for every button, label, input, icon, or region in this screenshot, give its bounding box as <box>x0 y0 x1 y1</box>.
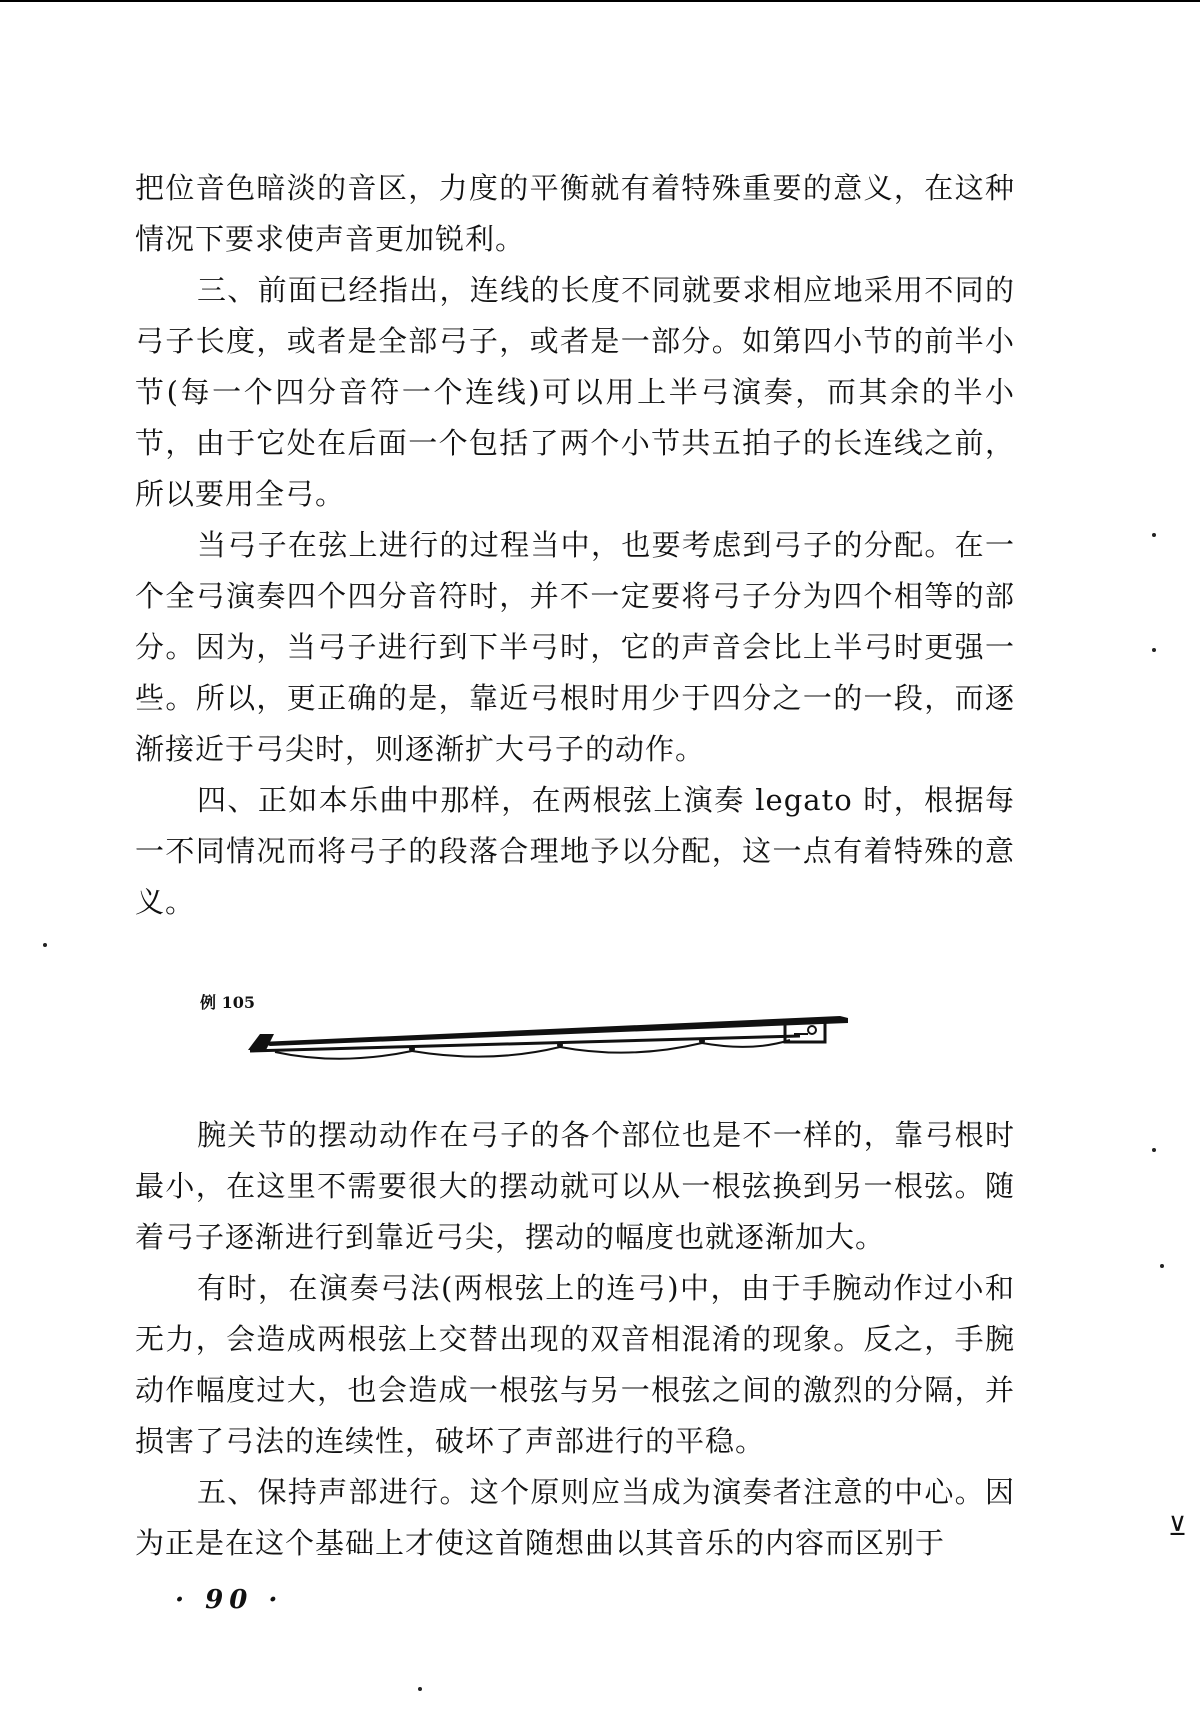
body-text-lower <box>135 1110 1015 1569</box>
scan-speck <box>43 943 47 947</box>
paragraph-5: 腕关节的摆动动作在弓子的各个部位也是不一样的，靠弓根时最小，在这里不需要很大的摆动就可以从一根弦换到另一根弦。随着弓子逐渐进行到靠近弓尖，摆动的幅度也就逐渐加大。 <box>135 1118 1015 1254</box>
paragraph-1: 把位音色暗淡的音区，力度的平衡就有着特殊重要的意义，在这种情况下要求使声音更加锐利。 <box>135 171 1015 256</box>
scan-speck <box>1152 533 1156 537</box>
paragraph-2: 三、前面已经指出，连线的长度不同就要求相应地采用不同的弓子长度，或者是全部弓子，或者是一部分。如第四小节的前半小节(每一个四分音符一个连线)可以用上半弓演奏，而其余的半小节，由于它处在后面一个包括了两个小节共五拍子的长连线之前，所以要用全弓。 <box>135 273 1015 511</box>
bow-division-arc-4 <box>702 1040 790 1047</box>
bow-division-mark-1 <box>409 1046 415 1052</box>
paragraph-3: 当弓子在弦上进行的过程当中，也要考虑到弓子的分配。在一个全弓演奏四个四分音符时，并不一定要将弓子分为四个相等的部分。因为，当弓子进行到下半弓时，它的声音会比上半弓时更强一些。所以，更正确的是，靠近弓根时用少于四分之一的一段，而逐渐接近于弓尖时，则逐渐扩大弓子的动作。 <box>135 528 1015 766</box>
page-number: · 90 · <box>175 1585 284 1615</box>
violin-bow-illustration <box>200 990 960 1070</box>
scan-speck <box>418 1687 422 1691</box>
paragraph-6: 有时，在演奏弓法(两根弦上的连弓)中，由于手腕动作过小和无力，会造成两根弦上交替出现的双音相混淆的现象。反之，手腕动作幅度过大，也会造成一根弦与另一根弦之间的激烈的分隔，并损害了弓法的连续性，破坏了声部进行的平稳。 <box>135 1271 1015 1458</box>
scan-speck <box>1160 1264 1164 1268</box>
figure-bow-diagram <box>200 990 960 1070</box>
paragraph-4: 四、正如本乐曲中那样，在两根弦上演奏 legato 时，根据每一不同情况而将弓子的段落合理地予以分配，这一点有着特殊的意义。 <box>135 783 1015 919</box>
scan-speck <box>1152 648 1156 652</box>
bow-frog-eye <box>808 1026 816 1034</box>
bow-division-mark-2 <box>557 1042 563 1048</box>
figure-label: 例 105 <box>200 993 255 1012</box>
paragraph-7: 五、保持声部进行。这个原则应当成为演奏者注意的中心。因为正是在这个基础上才使这首随想曲以其音乐的内容而区别于 <box>135 1475 1015 1560</box>
page-top-border <box>0 0 1200 2</box>
margin-mark: ⊻ <box>1168 1512 1188 1542</box>
bow-division-mark-3 <box>699 1038 705 1044</box>
bow-division-arc-1 <box>275 1051 412 1059</box>
scan-speck <box>1152 1148 1156 1152</box>
body-text-upper <box>135 163 1015 928</box>
bow-division-arc-3 <box>560 1043 702 1053</box>
bow-division-arc-2 <box>412 1047 560 1057</box>
